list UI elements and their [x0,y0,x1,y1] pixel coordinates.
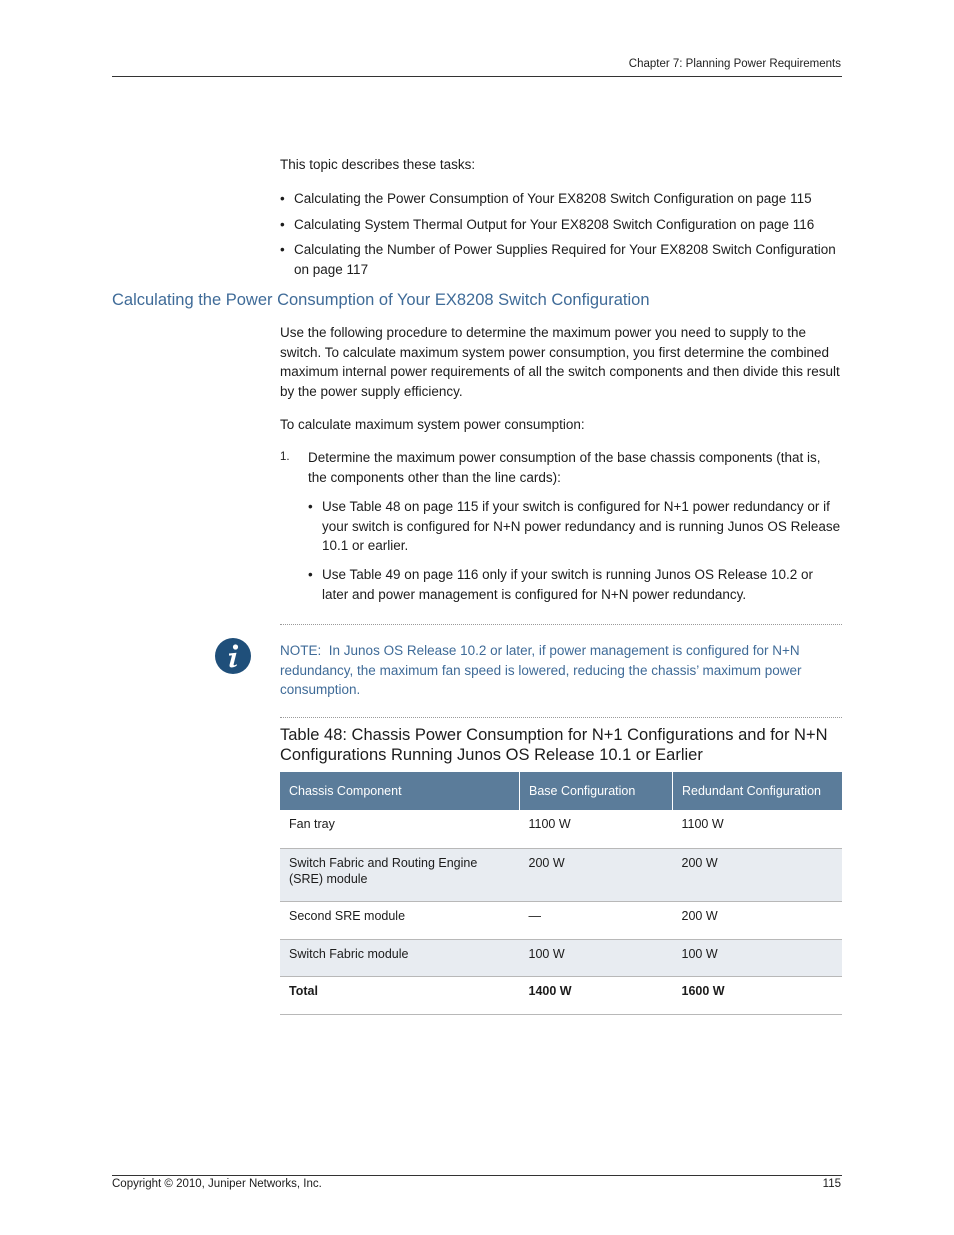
table-row [280,848,842,901]
table-cell: — [520,901,673,939]
intro-text: This topic describes these tasks: [280,157,476,172]
note-label: NOTE: [280,643,322,658]
info-icon [214,637,252,675]
table-cell: 200 W [673,848,843,901]
bullet-icon: • [280,191,285,206]
task-list-item [280,189,842,209]
table-total-row [280,976,842,1014]
step-text: Determine the maximum power consumption of the base chassis components (that is, the components other than the line cards): [308,450,821,485]
step-sub-text: Use Table 49 on page 116 only if your switch is running Junos OS Release 10.2 or later and power management is configured for N+N power redundancy. [322,567,814,602]
bullet-icon: • [280,242,285,257]
header-divider [112,76,842,77]
table-header-row [280,772,842,810]
bullet-icon: • [280,217,285,232]
procedure-paragraph: Use the following procedure to determine the maximum power you need to supply to the switch. To calculate maximum system power consumption, you first determine the combined maximum internal power requirements of all the switch components and then divide this result by the power supply efficiency. [280,325,840,399]
table-cell: 100 W [520,939,673,976]
table-cell: 1100 W [520,810,673,848]
step-sub-item [308,497,842,556]
procedure-lead: To calculate maximum system power consumption: [280,417,585,432]
power-consumption-table [280,772,842,1015]
note-divider-bottom [280,717,842,718]
bullet-icon: • [308,567,313,582]
table-cell: 1400 W [520,976,673,1014]
table-cell: 100 W [673,939,843,976]
task-link[interactable]: Calculating System Thermal Output for Your EX8208 Switch Configuration on page 116 [294,217,815,232]
page-number: 115 [822,1178,841,1190]
note-text [280,641,842,700]
procedure-step [280,448,842,487]
task-list-item [280,240,842,279]
step-sub-item [308,565,842,604]
table-row [280,901,842,939]
note-body: In Junos OS Release 10.2 or later, if power management is configured for N+N redundancy, the maximum fan speed is lowered, reducing the chassis’ maximum power consumption. [280,643,802,697]
column-header: Base Configuration [520,772,673,810]
bullet-icon: • [308,499,313,514]
table-cell: 1100 W [673,810,843,848]
table-cell: Total [280,976,520,1014]
running-header: Chapter 7: Planning Power Requirements [628,58,841,70]
table-cell: 1600 W [673,976,843,1014]
table-row [280,810,842,848]
step-number: 1. [280,451,290,463]
table-cell: 200 W [673,901,843,939]
column-header: Chassis Component [280,772,520,810]
task-list-item [280,215,842,235]
task-link[interactable]: Calculating the Power Consumption of Your EX8208 Switch Configuration on page 115 [294,191,812,206]
copyright-text: Copyright © 2010, Juniper Networks, Inc. [112,1178,322,1190]
footer-divider [112,1175,842,1176]
table-cell: 200 W [520,848,673,901]
table-cell: Switch Fabric and Routing Engine (SRE) module [280,848,520,901]
table-title: Table 48: Chassis Power Consumption for N+1 Configurations and for N+N Configurations Running Junos OS Release 10.1 or Earlier [280,726,828,764]
table-cell: Switch Fabric module [280,939,520,976]
section-heading: Calculating the Power Consumption of Your EX8208 Switch Configuration [112,291,650,309]
step-sub-text: Use Table 48 on page 115 if your switch is configured for N+1 power redundancy or if your switch is configured for N+N power redundancy and is running Junos OS Release 10.1 or earlier. [322,499,841,553]
table-cell: Second SRE module [280,901,520,939]
task-link[interactable]: Calculating the Number of Power Supplies Required for Your EX8208 Switch Configuration on page 117 [294,242,836,277]
table-row [280,939,842,976]
note-divider-top [280,624,842,625]
column-header: Redundant Configuration [673,772,843,810]
table-cell: Fan tray [280,810,520,848]
